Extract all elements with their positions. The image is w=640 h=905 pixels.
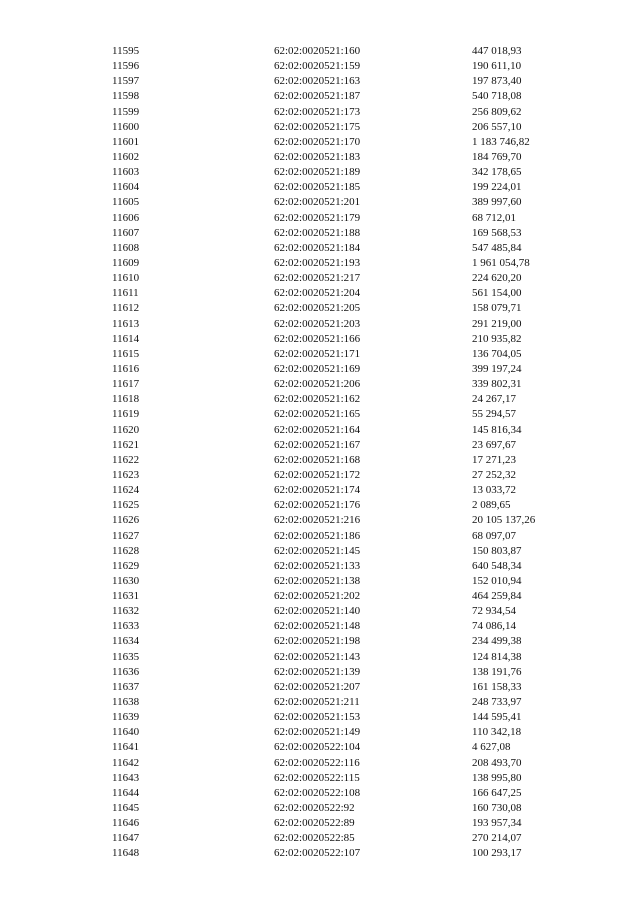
- value-cell: 339 802,31: [472, 378, 522, 391]
- table-row: [0, 241, 640, 256]
- cadastral-number: 62:02:0020521:187: [274, 90, 361, 103]
- table-row: [0, 483, 640, 498]
- value-cell: 234 499,38: [472, 635, 522, 648]
- table-row: [0, 180, 640, 195]
- value-cell: 190 611,10: [472, 60, 522, 73]
- value-cell: 152 010,94: [472, 574, 522, 587]
- row-number: 11639: [112, 711, 140, 724]
- value-cell: 138 191,76: [472, 665, 522, 678]
- row-number: 11599: [112, 105, 140, 118]
- table-row: [0, 438, 640, 453]
- value-cell: 248 733,97: [472, 696, 522, 709]
- cadastral-number: 62:02:0020521:166: [274, 332, 361, 345]
- row-number: 11598: [112, 90, 140, 103]
- cadastral-number: 62:02:0020521:170: [274, 135, 361, 148]
- table-row: [0, 771, 640, 786]
- value-cell: 640 548,34: [472, 559, 522, 572]
- table-row: [0, 725, 640, 740]
- value-cell: 166 647,25: [472, 786, 522, 799]
- table-row: [0, 846, 640, 861]
- row-number: 11606: [112, 211, 140, 224]
- table-row: [0, 498, 640, 513]
- cadastral-number: 62:02:0020521:211: [274, 696, 360, 709]
- cadastral-number: 62:02:0020521:193: [274, 256, 361, 269]
- value-cell: 100 293,17: [472, 847, 522, 860]
- row-number: 11631: [112, 590, 140, 603]
- table-row: [0, 256, 640, 271]
- table-row: [0, 362, 640, 377]
- cadastral-number: 62:02:0020521:188: [274, 226, 361, 239]
- cadastral-number: 62:02:0020521:162: [274, 393, 361, 406]
- value-cell: 540 718,08: [472, 90, 522, 103]
- value-cell: 145 816,34: [472, 423, 522, 436]
- cadastral-number: 62:02:0020521:202: [274, 590, 361, 603]
- value-cell: 208 493,70: [472, 756, 522, 769]
- cadastral-number: 62:02:0020521:169: [274, 362, 361, 375]
- table-row: [0, 407, 640, 422]
- table-row: [0, 468, 640, 483]
- row-number: 11634: [112, 635, 140, 648]
- value-cell: 24 267,17: [472, 393, 516, 406]
- row-number: 11614: [112, 332, 140, 345]
- value-cell: 169 568,53: [472, 226, 522, 239]
- row-number: 11624: [112, 484, 140, 497]
- cadastral-number: 62:02:0020521:206: [274, 378, 361, 391]
- data-table: [0, 44, 640, 862]
- row-number: 11615: [112, 347, 140, 360]
- table-row: [0, 74, 640, 89]
- value-cell: 74 086,14: [472, 620, 516, 633]
- table-row: [0, 816, 640, 831]
- table-row: [0, 604, 640, 619]
- value-cell: 144 595,41: [472, 711, 522, 724]
- table-row: [0, 392, 640, 407]
- cadastral-number: 62:02:0020521:216: [274, 514, 361, 527]
- cadastral-number: 62:02:0020521:204: [274, 287, 361, 300]
- table-row: [0, 831, 640, 846]
- value-cell: 13 033,72: [472, 484, 516, 497]
- table-row: [0, 740, 640, 755]
- value-cell: 464 259,84: [472, 590, 522, 603]
- cadastral-number: 62:02:0020521:205: [274, 302, 361, 315]
- row-number: 11647: [112, 832, 140, 845]
- value-cell: 399 197,24: [472, 362, 522, 375]
- cadastral-number: 62:02:0020522:107: [274, 847, 361, 860]
- row-number: 11644: [112, 786, 140, 799]
- table-row: [0, 347, 640, 362]
- cadastral-number: 62:02:0020521:167: [274, 438, 361, 451]
- row-number: 11603: [112, 166, 140, 179]
- row-number: 11597: [112, 75, 140, 88]
- row-number: 11602: [112, 150, 140, 163]
- table-row: [0, 650, 640, 665]
- row-number: 11620: [112, 423, 140, 436]
- table-row: [0, 286, 640, 301]
- cadastral-number: 62:02:0020521:143: [274, 650, 361, 663]
- value-cell: 2 089,65: [472, 499, 511, 512]
- row-number: 11608: [112, 241, 140, 254]
- cadastral-number: 62:02:0020521:183: [274, 150, 361, 163]
- table-row: [0, 756, 640, 771]
- value-cell: 110 342,18: [472, 726, 522, 739]
- value-cell: 158 079,71: [472, 302, 522, 315]
- row-number: 11616: [112, 362, 140, 375]
- row-number: 11601: [112, 135, 140, 148]
- value-cell: 1 961 054,78: [472, 256, 530, 269]
- table-row: [0, 120, 640, 135]
- cadastral-number: 62:02:0020521:198: [274, 635, 361, 648]
- table-row: [0, 559, 640, 574]
- cadastral-number: 62:02:0020521:207: [274, 680, 361, 693]
- value-cell: 184 769,70: [472, 150, 522, 163]
- value-cell: 256 809,62: [472, 105, 522, 118]
- row-number: 11609: [112, 256, 140, 269]
- cadastral-number: 62:02:0020521:184: [274, 241, 361, 254]
- cadastral-number: 62:02:0020521:165: [274, 408, 361, 421]
- row-number: 11613: [112, 317, 140, 330]
- table-row: [0, 423, 640, 438]
- cadastral-number: 62:02:0020522:89: [274, 817, 355, 830]
- value-cell: 1 183 746,82: [472, 135, 530, 148]
- table-row: [0, 105, 640, 120]
- table-row: [0, 377, 640, 392]
- table-row: [0, 544, 640, 559]
- value-cell: 389 997,60: [472, 196, 522, 209]
- row-number: 11646: [112, 817, 140, 830]
- table-row: [0, 332, 640, 347]
- value-cell: 124 814,38: [472, 650, 522, 663]
- table-row: [0, 695, 640, 710]
- row-number: 11619: [112, 408, 140, 421]
- value-cell: 68 097,07: [472, 529, 516, 542]
- row-number: 11622: [112, 453, 140, 466]
- value-cell: 291 219,00: [472, 317, 522, 330]
- row-number: 11648: [112, 847, 140, 860]
- row-number: 11632: [112, 605, 140, 618]
- row-number: 11641: [112, 741, 140, 754]
- row-number: 11621: [112, 438, 140, 451]
- value-cell: 72 934,54: [472, 605, 516, 618]
- cadastral-number: 62:02:0020521:176: [274, 499, 361, 512]
- row-number: 11618: [112, 393, 140, 406]
- row-number: 11627: [112, 529, 140, 542]
- cadastral-number: 62:02:0020521:163: [274, 75, 361, 88]
- row-number: 11611: [112, 287, 139, 300]
- table-row: [0, 574, 640, 589]
- value-cell: 27 252,32: [472, 468, 516, 481]
- row-number: 11635: [112, 650, 140, 663]
- cadastral-number: 62:02:0020521:185: [274, 181, 361, 194]
- row-number: 11642: [112, 756, 140, 769]
- cadastral-number: 62:02:0020521:189: [274, 166, 361, 179]
- value-cell: 136 704,05: [472, 347, 522, 360]
- table-row: [0, 44, 640, 59]
- cadastral-number: 62:02:0020521:175: [274, 120, 361, 133]
- cadastral-number: 62:02:0020521:164: [274, 423, 361, 436]
- cadastral-number: 62:02:0020521:160: [274, 45, 361, 57]
- row-number: 11596: [112, 60, 140, 73]
- value-cell: 561 154,00: [472, 287, 522, 300]
- value-cell: 224 620,20: [472, 272, 522, 285]
- row-number: 11595: [112, 45, 140, 57]
- row-number: 11625: [112, 499, 140, 512]
- cadastral-number: 62:02:0020521:174: [274, 484, 361, 497]
- table-row: [0, 226, 640, 241]
- value-cell: 270 214,07: [472, 832, 522, 845]
- cadastral-number: 62:02:0020522:92: [274, 802, 355, 815]
- value-cell: 150 803,87: [472, 544, 522, 557]
- value-cell: 193 957,34: [472, 817, 522, 830]
- row-number: 11610: [112, 272, 140, 285]
- value-cell: 210 935,82: [472, 332, 522, 345]
- value-cell: 4 627,08: [472, 741, 511, 754]
- table-row: [0, 589, 640, 604]
- value-cell: 17 271,23: [472, 453, 516, 466]
- cadastral-number: 62:02:0020521:133: [274, 559, 361, 572]
- value-cell: 55 294,57: [472, 408, 516, 421]
- cadastral-number: 62:02:0020521:139: [274, 665, 361, 678]
- value-cell: 197 873,40: [472, 75, 522, 88]
- cadastral-number: 62:02:0020521:148: [274, 620, 361, 633]
- row-number: 11645: [112, 802, 140, 815]
- row-number: 11636: [112, 665, 140, 678]
- row-number: 11633: [112, 620, 140, 633]
- cadastral-number: 62:02:0020522:115: [274, 771, 360, 784]
- value-cell: 20 105 137,26: [472, 514, 536, 527]
- table-row: [0, 165, 640, 180]
- row-number: 11605: [112, 196, 140, 209]
- table-row: [0, 529, 640, 544]
- cadastral-number: 62:02:0020521:179: [274, 211, 361, 224]
- row-number: 11629: [112, 559, 140, 572]
- cadastral-number: 62:02:0020521:145: [274, 544, 361, 557]
- cadastral-number: 62:02:0020521:140: [274, 605, 361, 618]
- row-number: 11617: [112, 378, 140, 391]
- cadastral-number: 62:02:0020521:138: [274, 574, 361, 587]
- cadastral-number: 62:02:0020521:168: [274, 453, 361, 466]
- value-cell: 447 018,93: [472, 45, 522, 57]
- table-row: [0, 195, 640, 210]
- table-row: [0, 513, 640, 528]
- table-row: [0, 301, 640, 316]
- cadastral-number: 62:02:0020521:153: [274, 711, 361, 724]
- cadastral-number: 62:02:0020522:116: [274, 756, 360, 769]
- cadastral-number: 62:02:0020521:171: [274, 347, 361, 360]
- table-row: [0, 271, 640, 286]
- row-number: 11612: [112, 302, 140, 315]
- cadastral-number: 62:02:0020521:203: [274, 317, 361, 330]
- cadastral-number: 62:02:0020521:186: [274, 529, 361, 542]
- row-number: 11604: [112, 181, 140, 194]
- row-number: 11600: [112, 120, 140, 133]
- cadastral-number: 62:02:0020521:217: [274, 272, 361, 285]
- row-number: 11638: [112, 696, 140, 709]
- value-cell: 342 178,65: [472, 166, 522, 179]
- table-row: [0, 680, 640, 695]
- cadastral-number: 62:02:0020522:108: [274, 786, 361, 799]
- table-row: [0, 453, 640, 468]
- table-row: [0, 135, 640, 150]
- value-cell: 138 995,80: [472, 771, 522, 784]
- cadastral-number: 62:02:0020521:149: [274, 726, 361, 739]
- value-cell: 23 697,67: [472, 438, 516, 451]
- table-row: [0, 786, 640, 801]
- value-cell: 206 557,10: [472, 120, 522, 133]
- cadastral-number: 62:02:0020522:85: [274, 832, 355, 845]
- row-number: 11623: [112, 468, 140, 481]
- row-number: 11607: [112, 226, 140, 239]
- row-number: 11643: [112, 771, 140, 784]
- cadastral-number: 62:02:0020521:159: [274, 60, 361, 73]
- value-cell: 68 712,01: [472, 211, 516, 224]
- cadastral-number: 62:02:0020521:173: [274, 105, 361, 118]
- table-row: [0, 710, 640, 725]
- value-cell: 199 224,01: [472, 181, 522, 194]
- table-row: [0, 89, 640, 104]
- cadastral-number: 62:02:0020522:104: [274, 741, 361, 754]
- row-number: 11626: [112, 514, 140, 527]
- cadastral-number: 62:02:0020521:201: [274, 196, 361, 209]
- value-cell: 547 485,84: [472, 241, 522, 254]
- table-row: [0, 665, 640, 680]
- row-number: 11630: [112, 574, 140, 587]
- table-row: [0, 211, 640, 226]
- row-number: 11640: [112, 726, 140, 739]
- table-row: [0, 150, 640, 165]
- table-row: [0, 59, 640, 74]
- cadastral-number: 62:02:0020521:172: [274, 468, 361, 481]
- table-row: [0, 619, 640, 634]
- row-number: 11628: [112, 544, 140, 557]
- table-row: [0, 801, 640, 816]
- value-cell: 161 158,33: [472, 680, 522, 693]
- table-row: [0, 317, 640, 332]
- row-number: 11637: [112, 680, 140, 693]
- table-row: [0, 634, 640, 649]
- value-cell: 160 730,08: [472, 802, 522, 815]
